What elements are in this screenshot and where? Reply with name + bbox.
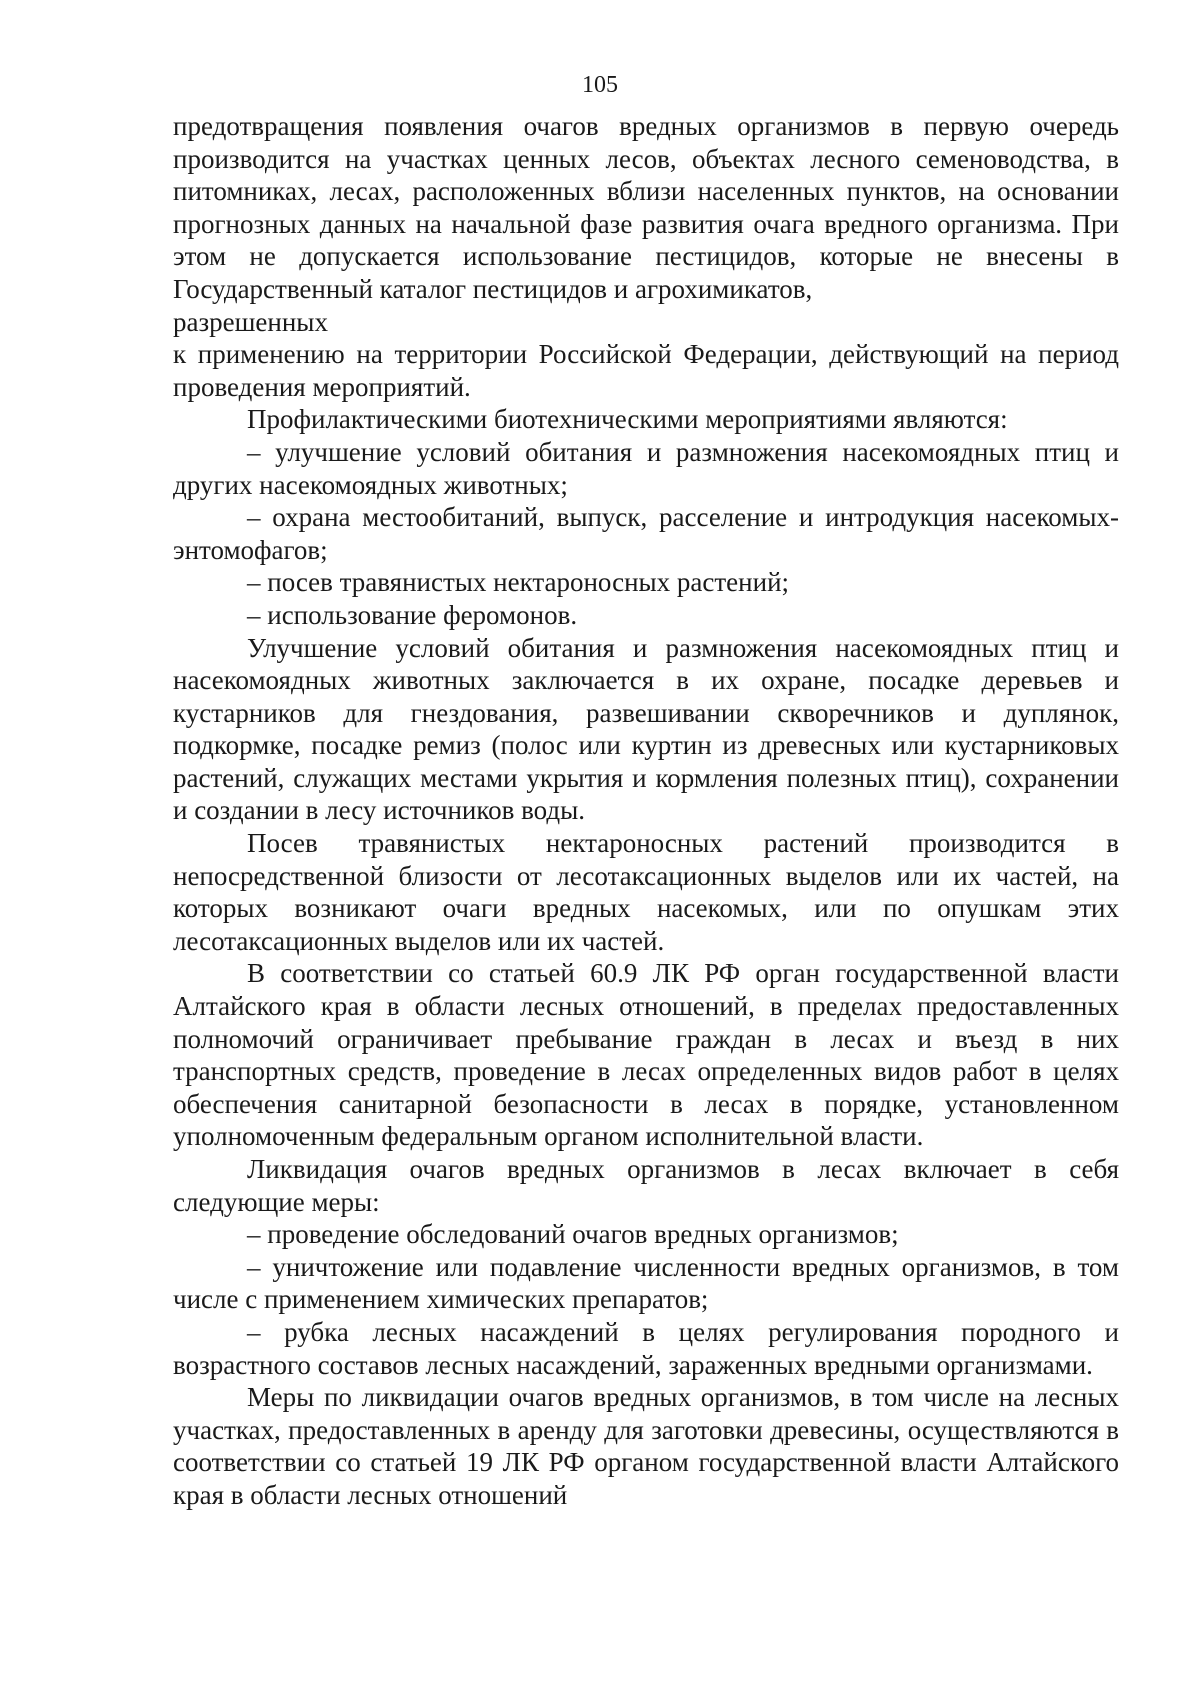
list-item-nectar-plants: – посев травянистых нектароносных растений; (247, 567, 790, 598)
document-body (173, 110, 1119, 1512)
paragraph-article-60-9: В соответствии со статьей 60.9 ЛК РФ орган государственной власти Алтайского края в области лесных отношений, в пределах предоставленных полномочий ограничивает пребывание граждан в лесах и въезд в них транспортных средств, проведение в лесах определенных видов работ в целях обеспечения санитарной безопасности в лесах в порядке, установленном уполномоченным федеральным органом исполнительной власти. (173, 958, 1119, 1152)
paragraph-continued: предотвращения появления очагов вредных организмов в первую очередь производится на участках ценных лесов, объектах лесного семеноводства, в питомниках, лесах, расположенных вблизи населенных пунктов, на основании прогнозных данных на начальной фазе развития очага вредного организма. При этом не допускается использование пестицидов, которые не внесены в Государственный каталог пестицидов и агрохимикатов, (173, 111, 1119, 304)
list-item-suppression: – уничтожение или подавление численности вредных организмов, в том числе с применением химических препаратов; (173, 1251, 1119, 1315)
list-item-surveys: – проведение обследований очагов вредных организмов; (247, 1219, 899, 1250)
paragraph-intro-biotech: Профилактическими биотехническими мероприятиями являются: (247, 404, 1008, 435)
list-item-pheromones: – использование феромонов. (247, 599, 578, 630)
paragraph-liquidation-intro: Ликвидация очагов вредных организмов в лесах включает в себя следующие меры: (173, 1154, 1119, 1217)
paragraph-sowing: Посев травянистых нектароносных растений производится в непосредственной близости от лесотаксационных выделов или их частей, на которых возникают очаги вредных насекомых, или по опушкам этих лесотаксационных выделов или их частей. (173, 828, 1119, 956)
paragraph-continuation: к применению на территории Российской Федерации, действующий на период проведения мероприятий. (173, 339, 1119, 402)
page-number: 105 (582, 72, 618, 98)
list-item-felling: – рубка лесных насаждений в целях регулирования породного и возрастного составов лесных насаждений, зараженных вредными организмами. (173, 1316, 1119, 1380)
paragraph-habitat: Улучшение условий обитания и размножения насекомоядных птиц и насекомоядных животных заключается в их охране, посадке деревьев и кустарников для гнездования, развешивании скворечников и дуплянок, подкормке, посадке ремиз (полос или куртин из древесных или кустарниковых растений, служащих местами укрытия и кормления полезных птиц), сохранении и создании в лесу источников воды. (173, 632, 1119, 826)
list-item-birds: – улучшение условий обитания и размножения насекомоядных птиц и других насекомоядных животных; (173, 436, 1119, 500)
paragraph-line-fragment: разрешенных (173, 306, 328, 337)
paragraph-measures-article-19: Меры по ликвидации очагов вредных организмов, в том числе на лесных участках, предоставленных в аренду для заготовки древесины, осуществляются в соответствии со статьей 19 ЛК РФ органом государственной власти Алтайского края в области лесных отношений (173, 1382, 1119, 1510)
list-item-entomophages: – охрана местообитаний, выпуск, расселение и интродукция насекомых-энтомофагов; (173, 502, 1119, 565)
